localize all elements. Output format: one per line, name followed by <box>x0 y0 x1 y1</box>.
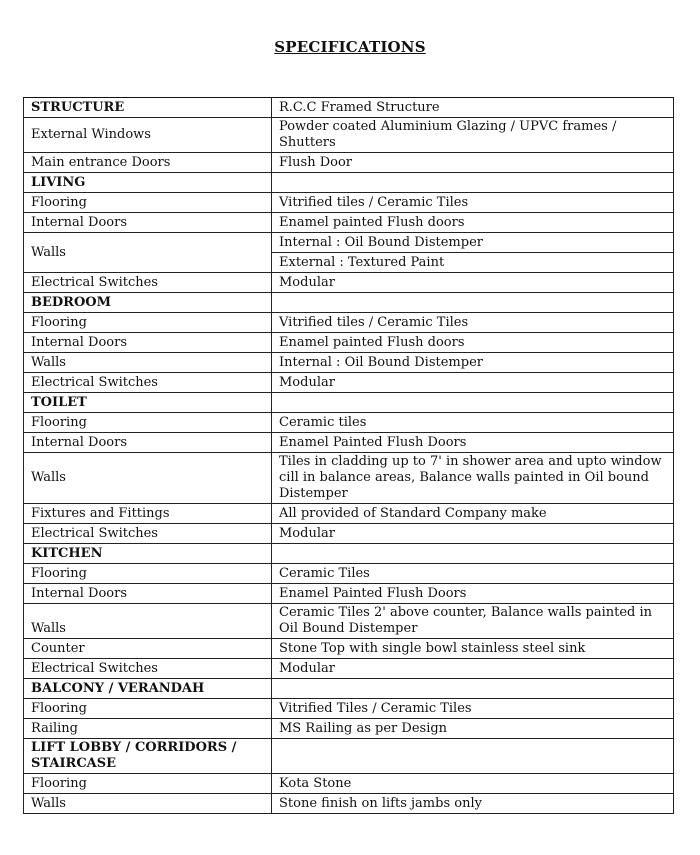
section-value <box>272 544 674 564</box>
spec-item-label: Walls <box>24 794 272 814</box>
spec-item-label: Walls <box>24 604 272 639</box>
table-row <box>24 564 674 584</box>
spec-item-value: Tiles in cladding up to 7' in shower area and upto window cill in balance areas, Balance walls painted in Oil bound Distemper <box>272 453 674 504</box>
table-row <box>24 313 674 333</box>
spec-item-label: Walls <box>24 353 272 373</box>
spec-item-value: Flush Door <box>272 153 674 173</box>
table-row <box>24 524 674 544</box>
spec-item-value: Vitrified tiles / Ceramic Tiles <box>272 193 674 213</box>
table-row <box>24 453 674 504</box>
section-heading: TOILET <box>24 393 272 413</box>
section-row <box>24 173 674 193</box>
section-value <box>272 393 674 413</box>
spec-item-value: Internal : Oil Bound Distemper <box>272 233 674 253</box>
spec-item-value: Enamel painted Flush doors <box>272 213 674 233</box>
spec-item-label: Electrical Switches <box>24 524 272 544</box>
section-row <box>24 393 674 413</box>
table-row <box>24 719 674 739</box>
section-row <box>24 544 674 564</box>
spec-item-label: Electrical Switches <box>24 373 272 393</box>
section-heading: LIVING <box>24 173 272 193</box>
spec-item-value: Ceramic Tiles <box>272 564 674 584</box>
section-value: R.C.C Framed Structure <box>272 98 674 118</box>
table-row <box>24 659 674 679</box>
spec-item-label: Internal Doors <box>24 433 272 453</box>
table-row <box>24 273 674 293</box>
specifications-table <box>23 97 674 814</box>
section-heading: KITCHEN <box>24 544 272 564</box>
section-heading: STRUCTURE <box>24 98 272 118</box>
spec-item-label: Internal Doors <box>24 213 272 233</box>
spec-item-value: Ceramic Tiles 2' above counter, Balance walls painted in Oil Bound Distemper <box>272 604 674 639</box>
section-value <box>272 739 674 774</box>
spec-item-label: Flooring <box>24 313 272 333</box>
spec-item-label: Flooring <box>24 413 272 433</box>
spec-item-value: MS Railing as per Design <box>272 719 674 739</box>
spec-item-value: Vitrified tiles / Ceramic Tiles <box>272 313 674 333</box>
table-row <box>24 794 674 814</box>
spec-item-label: Railing <box>24 719 272 739</box>
section-value <box>272 293 674 313</box>
table-row <box>24 433 674 453</box>
spec-item-label: Electrical Switches <box>24 659 272 679</box>
table-row <box>24 333 674 353</box>
section-value <box>272 173 674 193</box>
table-row <box>24 153 674 173</box>
table-row <box>24 774 674 794</box>
table-row <box>24 413 674 433</box>
section-row <box>24 293 674 313</box>
spec-item-label: External Windows <box>24 118 272 153</box>
section-heading: LIFT LOBBY / CORRIDORS / STAIRCASE <box>24 739 272 774</box>
table-row <box>24 118 674 153</box>
spec-item-value: Stone Top with single bowl stainless steel sink <box>272 639 674 659</box>
table-row <box>24 504 674 524</box>
section-row <box>24 98 674 118</box>
table-row <box>24 213 674 233</box>
spec-item-value: Modular <box>272 659 674 679</box>
spec-item-label: Walls <box>24 453 272 504</box>
page-title: SPECIFICATIONS <box>274 38 426 56</box>
spec-item-label: Flooring <box>24 564 272 584</box>
table-row <box>24 604 674 639</box>
spec-item-label: Walls <box>24 233 272 273</box>
spec-item-value: Enamel Painted Flush Doors <box>272 433 674 453</box>
section-heading: BALCONY / VERANDAH <box>24 679 272 699</box>
spec-item-value: Enamel painted Flush doors <box>272 333 674 353</box>
spec-item-value: Stone finish on lifts jambs only <box>272 794 674 814</box>
section-value <box>272 679 674 699</box>
spec-item-label: Internal Doors <box>24 584 272 604</box>
spec-item-value: Vitrified Tiles / Ceramic Tiles <box>272 699 674 719</box>
spec-item-label: Flooring <box>24 699 272 719</box>
spec-item-value: External : Textured Paint <box>272 253 674 273</box>
table-row <box>24 639 674 659</box>
spec-item-value: Ceramic tiles <box>272 413 674 433</box>
spec-item-label: Internal Doors <box>24 333 272 353</box>
section-row <box>24 679 674 699</box>
spec-item-value: Powder coated Aluminium Glazing / UPVC frames / Shutters <box>272 118 674 153</box>
spec-item-label: Fixtures and Fittings <box>24 504 272 524</box>
spec-item-value: Modular <box>272 524 674 544</box>
spec-item-value: Modular <box>272 373 674 393</box>
table-row <box>24 193 674 213</box>
table-row <box>24 233 674 253</box>
section-heading: BEDROOM <box>24 293 272 313</box>
table-row <box>24 353 674 373</box>
spec-item-value: Kota Stone <box>272 774 674 794</box>
spec-item-value: All provided of Standard Company make <box>272 504 674 524</box>
spec-item-label: Counter <box>24 639 272 659</box>
spec-item-label: Flooring <box>24 193 272 213</box>
spec-item-value: Enamel Painted Flush Doors <box>272 584 674 604</box>
spec-item-label: Electrical Switches <box>24 273 272 293</box>
table-row <box>24 699 674 719</box>
spec-item-label: Main entrance Doors <box>24 153 272 173</box>
table-row <box>24 373 674 393</box>
table-row <box>24 584 674 604</box>
section-row <box>24 739 674 774</box>
spec-item-label: Flooring <box>24 774 272 794</box>
specifications-table-body <box>24 98 674 814</box>
spec-item-value: Internal : Oil Bound Distemper <box>272 353 674 373</box>
spec-item-value: Modular <box>272 273 674 293</box>
